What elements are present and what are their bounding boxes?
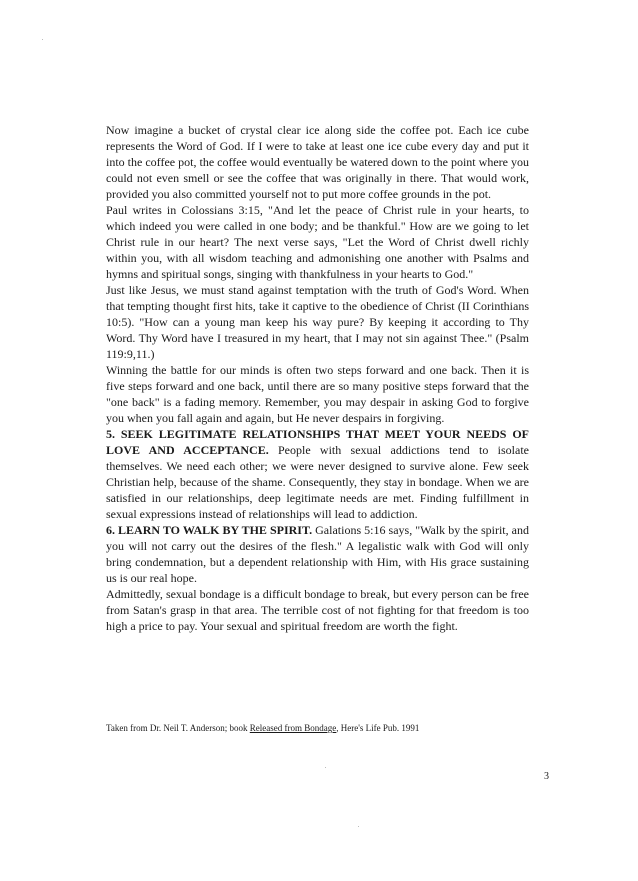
- point-5-text: People with sexual addictions tend to isolate themselves. We need each other; we were never designed to survive alone. Few seek Christian help, because of the shame. Consequently, they stay in bondage. When we are satisfied in our relationships, deep legitimate needs are met. Finding fulfillment in sexual expressions instead of relationships will lead to addiction.: [106, 443, 529, 521]
- point-5: [106, 426, 529, 522]
- scan-speck: [325, 767, 326, 768]
- point-6-text: Galations 5:16 says, "Walk by the spirit, and you will not carry out the desires of the flesh." A legalistic walk with God will only bring condemnation, but a dependent relationship with Him, with His grace sustaining us is our real hope.: [106, 523, 529, 585]
- citation-prefix: Taken from Dr. Neil T. Anderson; book: [106, 723, 250, 733]
- page-number: 3: [544, 771, 549, 782]
- scan-speck: [42, 39, 43, 40]
- scan-speck: [358, 826, 359, 827]
- paragraph-ice-cube: Now imagine a bucket of crystal clear ice along side the coffee pot. Each ice cube represents the Word of God. If I were to take at least one ice cube every day and put it into the coffee pot, the coffee would eventually be watered down to the point where you could not even smell or see the coffee that was originally in there. That would work, provided you also committed yourself not to put more coffee grounds in the pot.: [106, 123, 529, 201]
- paragraph-winning-battle: Winning the battle for our minds is often two steps forward and one back. Then it is five steps forward and one back, until there are so many positive steps forward that the "one back" is a fading memory. Remember, you may despair in asking God to forgive you when you fall again and again, but He never despairs in forgiving.: [106, 363, 529, 425]
- paragraph-closing: Admittedly, sexual bondage is a difficult bondage to break, but every person can be free from Satan's grasp in that area. The terrible cost of not fighting for that freedom is too high a price to pay. Your sexual and spiritual freedom are worth the fight.: [106, 587, 529, 633]
- point-6: [106, 522, 529, 586]
- point-5-heading: 5. SEEK LEGITIMATE RELATIONSHIPS THAT MEET YOUR NEEDS OF LOVE AND ACCEPTANCE.: [106, 427, 529, 457]
- citation-suffix: , Here's Life Pub. 1991: [336, 723, 420, 733]
- paragraph-colossians: Paul writes in Colossians 3:15, "And let the peace of Christ rule in your hearts, to which indeed you were called in one body; and be thankful." How are we going to let Christ rule in our heart? The next verse says, "Let the Word of Christ dwell richly within you, with all wisdom teaching and admonishing one another with Psalms and hymns and spiritual songs, singing with thankfulness in your hearts to God.": [106, 203, 529, 281]
- citation-book-title: Released from Bondage: [249, 723, 337, 733]
- paragraph-temptation: Just like Jesus, we must stand against temptation with the truth of God's Word. When that tempting thought first hits, take it captive to the obedience of Christ (II Corinthians 10:5). "How can a young man keep his way pure? By keeping it according to Thy Word. Thy Word have I treasured in my heart, that I may not sin against Thee." (Psalm 119:9,11.): [106, 283, 529, 361]
- article-body: [106, 122, 529, 634]
- source-citation: [106, 722, 536, 734]
- point-6-heading: 6. LEARN TO WALK BY THE SPIRIT.: [106, 523, 313, 537]
